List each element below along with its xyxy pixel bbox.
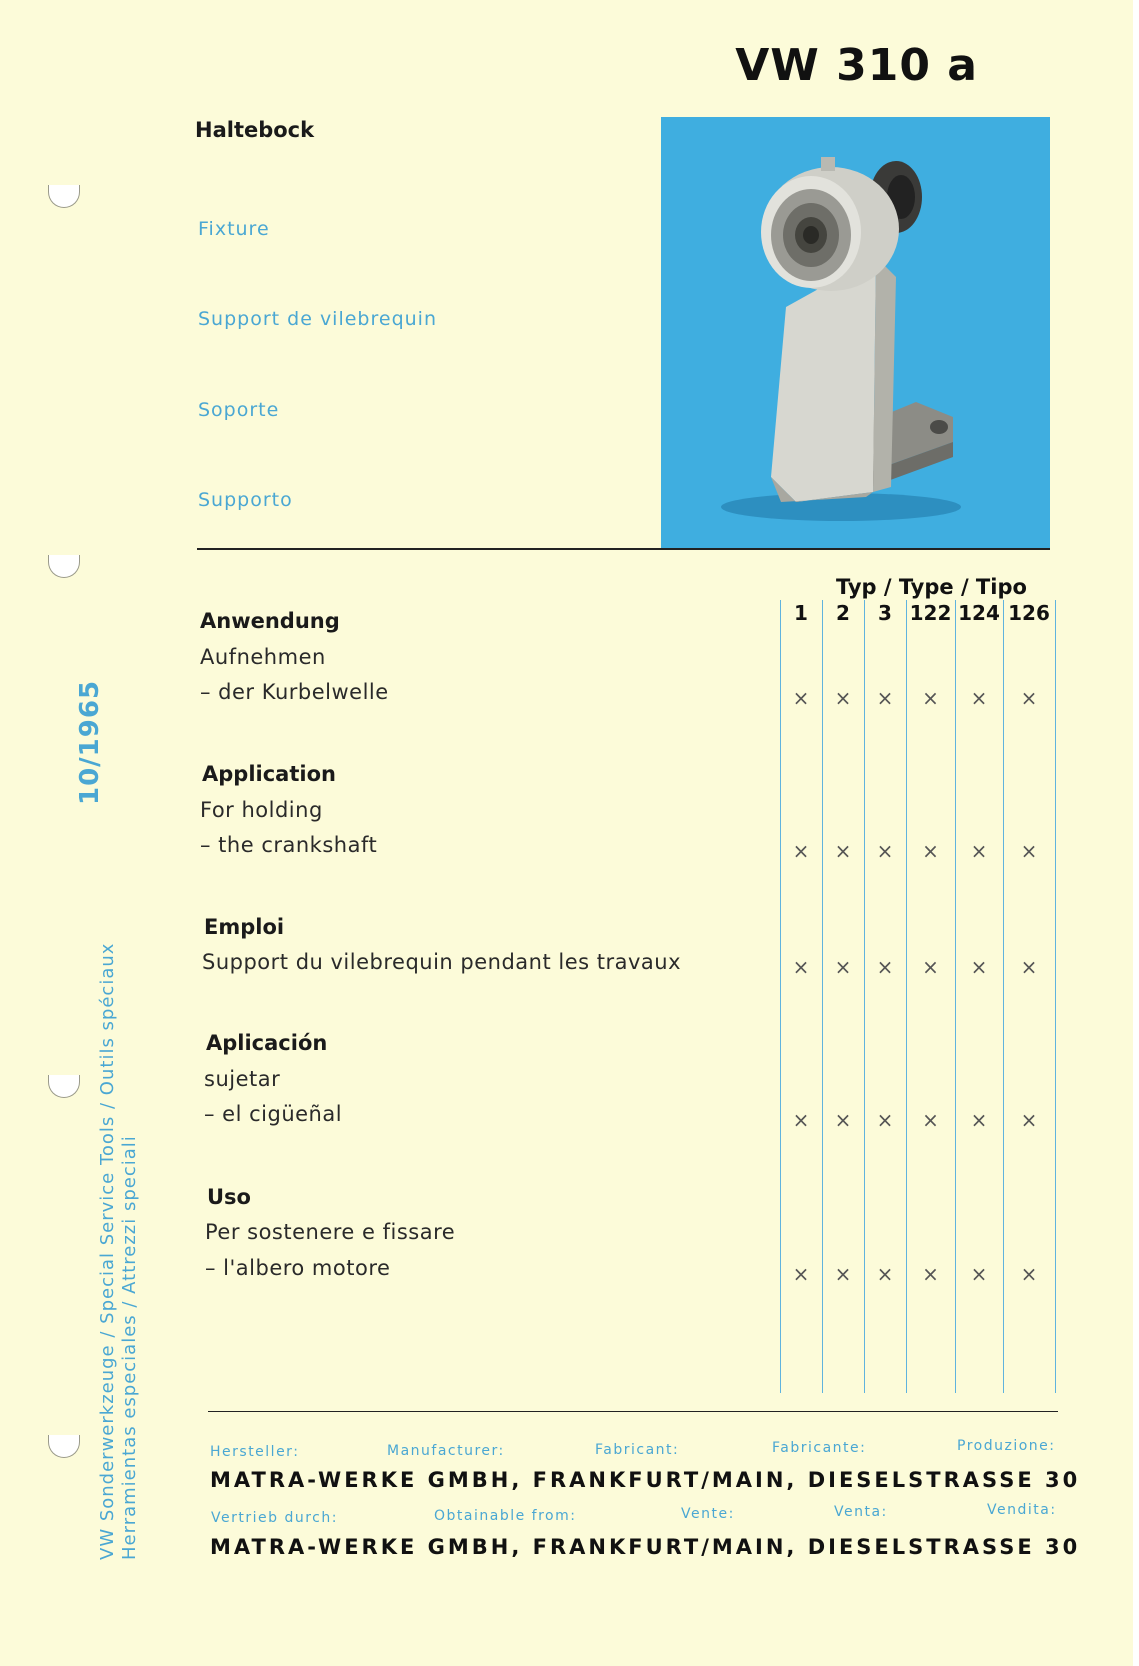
- fixture-image: [661, 117, 1050, 549]
- type-column-label: 1: [794, 601, 808, 625]
- section-heading: Aplicación: [206, 1031, 328, 1055]
- type-applies-mark: ×: [792, 1262, 810, 1286]
- title-english: Fixture: [198, 218, 270, 240]
- footer-label: Manufacturer:: [387, 1443, 505, 1459]
- footer-label: Fabricant:: [595, 1442, 680, 1458]
- product-photo: [661, 117, 1050, 549]
- section-line: sujetar: [204, 1067, 281, 1091]
- type-applies-mark: ×: [834, 1262, 852, 1286]
- type-applies-mark: ×: [922, 1108, 939, 1132]
- type-applies-mark: ×: [876, 1262, 894, 1286]
- footer-label: Vente:: [681, 1506, 735, 1522]
- type-applies-mark: ×: [922, 1262, 939, 1286]
- type-applies-mark: ×: [970, 1108, 988, 1132]
- section-heading: Anwendung: [200, 609, 340, 633]
- type-applies-mark: ×: [834, 955, 852, 979]
- type-applies-mark: ×: [792, 839, 810, 863]
- type-header: Typ / Type / Tipo: [836, 575, 1027, 599]
- title-german: Haltebock: [195, 118, 315, 142]
- side-label-line1: VW Sonderwerkzeuge / Special Service Tools / Outils spéciaux: [97, 942, 118, 1560]
- type-applies-mark: ×: [834, 686, 852, 710]
- type-applies-mark: ×: [922, 839, 939, 863]
- type-applies-mark: ×: [970, 686, 988, 710]
- type-applies-mark: ×: [1020, 955, 1038, 979]
- type-applies-mark: ×: [876, 955, 894, 979]
- manufacturer-name: MATRA-WERKE GMBH, FRANKFURT/MAIN, DIESELSTRASSE 30: [210, 1468, 1081, 1492]
- type-applies-mark: ×: [834, 1108, 852, 1132]
- type-applies-mark: ×: [970, 839, 988, 863]
- type-applies-mark: ×: [1020, 686, 1038, 710]
- binder-hole: [48, 555, 80, 578]
- type-column-line: [864, 600, 865, 1393]
- type-applies-mark: ×: [922, 686, 939, 710]
- tool-number: VW 310 a: [735, 40, 978, 91]
- section-line: Per sostenere e fissare: [205, 1220, 456, 1244]
- section-line: Support du vilebrequin pendant les travaux: [202, 950, 682, 974]
- side-label-line2: Herramientas especiales / Attrezzi speciali: [119, 1135, 140, 1560]
- type-applies-mark: ×: [922, 955, 939, 979]
- section-heading: Uso: [207, 1185, 251, 1209]
- type-column-line: [1055, 600, 1056, 1393]
- type-column-label: 122: [909, 601, 952, 625]
- distributor-name: MATRA-WERKE GMBH, FRANKFURT/MAIN, DIESELSTRASSE 30: [210, 1535, 1081, 1559]
- type-column-label: 124: [958, 601, 1000, 625]
- issue-date: 10/1965: [75, 679, 105, 805]
- section-line: – der Kurbelwelle: [200, 680, 389, 704]
- section-line: – l'albero motore: [205, 1256, 391, 1280]
- type-column-line: [906, 600, 907, 1393]
- type-applies-mark: ×: [876, 839, 894, 863]
- section-heading: Application: [202, 762, 336, 786]
- type-column-label: 126: [1008, 601, 1050, 625]
- type-applies-mark: ×: [876, 1108, 894, 1132]
- type-applies-mark: ×: [792, 686, 810, 710]
- footer-label: Venta:: [834, 1504, 888, 1520]
- footer-label: Produzione:: [957, 1438, 1056, 1454]
- side-label: [75, 679, 141, 1560]
- type-column-label: 3: [878, 601, 892, 625]
- type-applies-mark: ×: [1020, 839, 1038, 863]
- type-column-line: [955, 600, 956, 1393]
- type-applies-mark: ×: [970, 955, 988, 979]
- footer-label: Hersteller:: [210, 1444, 300, 1460]
- section-line: – the crankshaft: [200, 833, 378, 857]
- footer-label: Obtainable from:: [434, 1508, 577, 1524]
- section-heading: Emploi: [204, 915, 285, 939]
- binder-hole: [48, 1075, 80, 1098]
- footer-label: Vertrieb durch:: [211, 1510, 338, 1526]
- type-column-label: 2: [836, 601, 850, 625]
- type-applies-mark: ×: [1020, 1262, 1038, 1286]
- section-line: – el cigüeñal: [204, 1102, 343, 1126]
- type-column-line: [780, 600, 781, 1393]
- section-line: For holding: [200, 798, 323, 822]
- type-applies-mark: ×: [792, 1108, 810, 1132]
- binder-hole: [48, 185, 80, 208]
- title-french: Support de vilebrequin: [198, 308, 437, 330]
- footer-label: Vendita:: [987, 1502, 1057, 1518]
- type-column-line: [1003, 600, 1004, 1393]
- type-applies-mark: ×: [1020, 1108, 1038, 1132]
- binder-hole: [48, 1435, 80, 1458]
- footer-divider: [208, 1411, 1058, 1412]
- header-divider: [197, 548, 1050, 550]
- type-applies-mark: ×: [792, 955, 810, 979]
- title-spanish: Soporte: [198, 399, 280, 421]
- type-column-line: [822, 600, 823, 1393]
- section-line: Aufnehmen: [200, 645, 326, 669]
- type-applies-mark: ×: [970, 1262, 988, 1286]
- type-applies-mark: ×: [876, 686, 894, 710]
- type-applies-mark: ×: [834, 839, 852, 863]
- footer-label: Fabricante:: [772, 1440, 867, 1456]
- title-italian: Supporto: [198, 489, 293, 511]
